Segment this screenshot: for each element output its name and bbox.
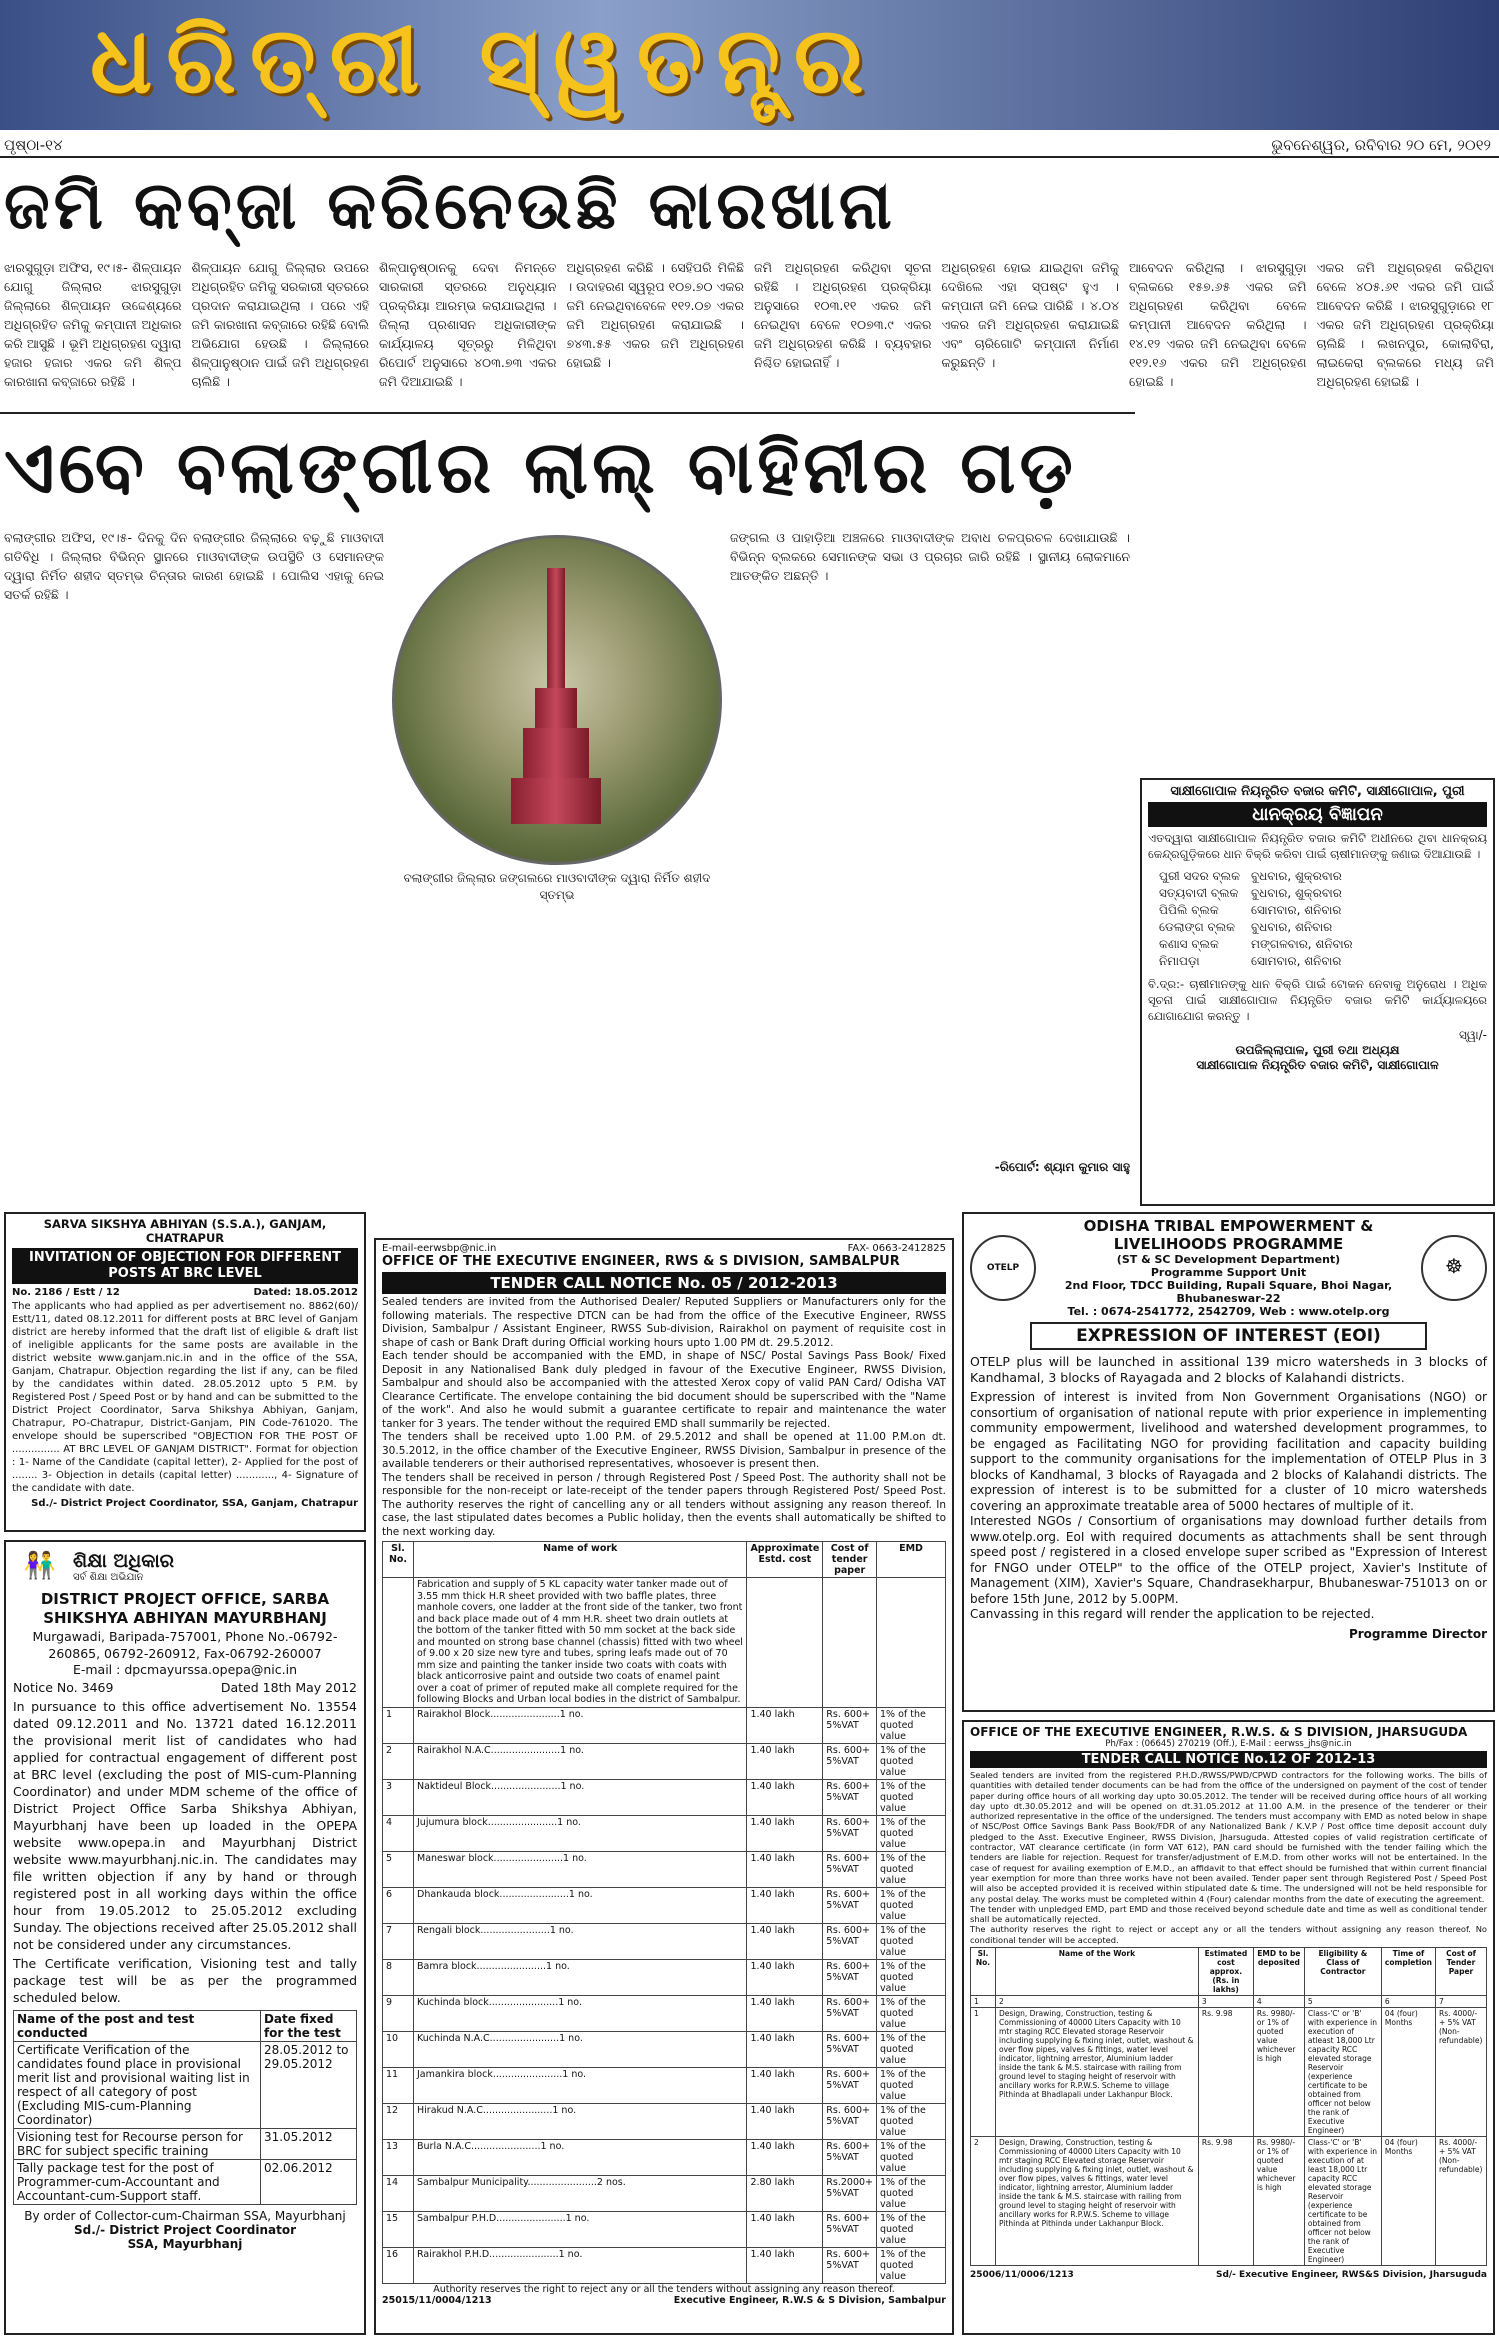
cost-cell: 2.80 lakh	[747, 2175, 823, 2211]
emd-cell: 1% of the quoted value	[877, 1743, 946, 1779]
table-row	[383, 2175, 946, 2211]
paper-cell: Rs. 600+ 5%VAT	[823, 1995, 877, 2031]
time-cell: 04 (four) Months	[1381, 2137, 1435, 2266]
notice-sign: Sd./- District Project Coordinator, SSA, Ganjam, Chatrapur	[31, 1498, 358, 1509]
cost-cell: 1.40 lakh	[747, 2247, 823, 2283]
tender-title: TENDER CALL NOTICE No. 05 / 2012-2013	[382, 1272, 946, 1294]
paper-cell: Rs. 600+ 5%VAT	[823, 2211, 877, 2247]
tender-office: OFFICE OF THE EXECUTIVE ENGINEER, R.W.S. & S DIVISION, JHARSUGUDA	[970, 1725, 1468, 1739]
table-row	[383, 1815, 946, 1851]
sl-cell: 7	[383, 1923, 414, 1959]
tender-body: The authority reserves the right to reject or accept any or all the tenders without assigning any reason thereof. No conditional tender will be accepted.	[970, 1924, 1487, 1945]
divider	[0, 412, 1135, 414]
story2-right-text: ଜଙ୍ଗଲ ଓ ପାହାଡ଼ିଆ ଅଞ୍ଚଳରେ ମାଓବାଦୀଙ୍କ ଅବାଧ ଚଳପ୍ରଚଳ ଦେଖାଯାଉଛି । ବିଭିନ୍ନ ବ୍ଲକରେ ସେମାନଙ୍କ ସଭା ଓ ପ୍ରଚାର ଜାରି ରହିଛି । ସ୍ଥାନୀୟ ଲୋକମାନେ ଆତଙ୍କିତ ଅଛନ୍ତି ।	[730, 530, 1130, 583]
pillar-shape	[523, 728, 589, 778]
table-row	[383, 2247, 946, 2283]
notice-title: DISTRICT PROJECT OFFICE, SARBA SHIKSHYA ABHIYAN MAYURBHANJ	[40, 1590, 330, 1627]
notice-date: Dated: 18.05.2012	[253, 1287, 358, 1298]
emd-cell: 1% of the quoted value	[877, 1923, 946, 1959]
cost-cell: 1.40 lakh	[747, 2103, 823, 2139]
col-number: 5	[1304, 1996, 1381, 2008]
notice-address: Murgawadi, Baripada-757001, Phone No.-06792-260865, 06792-260912, Fax-06792-260007	[32, 1629, 338, 1661]
emd-cell: Rs. 9980/- or 1% of quoted value whichever is high	[1253, 2137, 1304, 2266]
table-row	[971, 2137, 1487, 2266]
ssa-mayurbhanj-notice	[4, 1540, 366, 2335]
eligibility-cell: Class-'C' or 'B' with experience in execution of atleast 18,000 Ltr capacity RCC elevated storage Reservoir (experience certificate to be obtained from officer not below the rank of Executive Engineer)	[1304, 2008, 1381, 2137]
sl-cell: 1	[971, 2008, 996, 2137]
table-header	[383, 1542, 946, 1578]
story1-col: ଶିଳ୍ପାନୁଷ୍ଠାନକୁ ଦେବା ନିମନ୍ତେ ସାରକାରୀ ସ୍ତରରେ ଅନୁଧ୍ୟାନ ପ୍ରକ୍ରିୟା ଆରମ୍ଭ କରାଯାଇଥିଲା । ଜିଲ୍ଲା ପ୍ରଶାସନ ଅଧିକାରୀଙ୍କ କାର୍ଯ୍ୟାଳୟ ସୂତ୍ରରୁ ମିଳିଥିବା ରିପୋର୍ଟ ଅନୁସାରେ ୪୦୩.୭୩ ଏକର ଜମି ଦିଆଯାଇଛି ।	[379, 260, 557, 389]
column-header: Sl. No.	[383, 1542, 414, 1578]
tender-email: E-mail-eerwsbp@nic.in	[382, 1243, 497, 1254]
emd-cell: 1% of the quoted value	[877, 2211, 946, 2247]
cost-cell: 1.40 lakh	[747, 1923, 823, 1959]
work-cell: Sambalpur P.H.D.......................1 no.	[414, 2211, 747, 2247]
emd-cell: 1% of the quoted value	[877, 1995, 946, 2031]
sl-cell: 12	[383, 2103, 414, 2139]
block-days: ବୁଧବାର, ଶୁକ୍ରବାର	[1251, 886, 1342, 900]
paper-cell: Rs. 600+ 5%VAT	[823, 1887, 877, 1923]
schedule-row	[1158, 919, 1354, 936]
paper-cell: Rs. 600+ 5%VAT	[823, 2103, 877, 2139]
ad-sign: ସ୍ୱା/-	[1459, 1028, 1487, 1042]
story2-headline: ଏବେ ବଲାଙ୍ଗୀର ଲାଲ୍‌ ବାହିନୀର ଗଡ଼	[4, 425, 1077, 509]
col-number: 4	[1253, 1996, 1304, 2008]
block-name: ନିମାପଡ଼ା	[1159, 954, 1200, 968]
table-header	[14, 2011, 357, 2042]
otelp-title: ODISHA TRIBAL EMPOWERMENT & LIVELIHOODS PROGRAMME	[1083, 1217, 1374, 1253]
cost-cell: 1.40 lakh	[747, 2211, 823, 2247]
paper-cell: Rs. 600+ 5%VAT	[823, 2031, 877, 2067]
table-row	[383, 1923, 946, 1959]
work-cell: Burla N.A.C.......................1 no.	[414, 2139, 747, 2175]
ad-intro: ଏତଦ୍ୱାରା ସାକ୍ଷୀଗୋପାଳ ନିୟନ୍ତ୍ରିତ ବଜାର କମିଟି ଅଧୀନରେ ଥିବା ଧାନକ୍ରୟ କେନ୍ଦ୍ରଗୁଡ଼ିକରେ ଧାନ ବିକ୍ରି କରିବା ପାଇଁ ଚାଷୀମାନଙ୍କୁ ଜଣାଇ ଦିଆଯାଉଛି ।	[1148, 831, 1487, 861]
schedule-table	[13, 2010, 357, 2205]
children-icon: 👫	[23, 1551, 57, 1581]
tender-body: The tender with unpledged EMD, part EMD and those received beyond schedule date and time as well as conditional tender shall be automatically rejected.	[970, 1903, 1487, 1925]
cost-cell: 1.40 lakh	[747, 1995, 823, 2031]
work-cell: Rairakhol N.A.C.......................1 no.	[414, 1743, 747, 1779]
otelp-address: 2nd Floor, TDCC Building, Rupali Square, Bhoi Nagar, Bhubaneswar-22	[1064, 1279, 1393, 1305]
work-cell: Naktideul Block.......................1 no.	[414, 1779, 747, 1815]
pillar-shape	[511, 778, 601, 824]
emd-cell: 1% of the quoted value	[877, 1779, 946, 1815]
sl-cell: 2	[383, 1743, 414, 1779]
tender-para: Each tender should be accompanied with the EMD, in shape of NSC/ Postal Savings Pass Book/ Fixed Deposit in any Nationalised Bank duly pledged in favour of the Executive Engineer, RWSS Division, Sambalpur and should also be accompanied with the attested Xerox copy of valid PAN Card/ Odisha VAT Clearance Certificate. The envelope containing the bid document should be superscribed with the "Name of the work". And also he would submit a guarantee certificate to repair and maintenance the water tanker for 3 years. The tender without the required EMD shall summarily be rejected.	[382, 1350, 946, 1430]
column-header: EMD to be deposited	[1253, 1948, 1304, 1996]
emd-cell: 1% of the quoted value	[877, 1707, 946, 1743]
column-header: Estimated cost approx. (Rs. in lakhs)	[1198, 1948, 1253, 1996]
cost-cell: Rs. 9.98	[1198, 2137, 1253, 2266]
col-number: 3	[1198, 1996, 1253, 2008]
tender-sign: Sd/- Executive Engineer, RWS&S Division, Jharsuguda	[1215, 2270, 1487, 2281]
eligibility-cell: Class-'C' or 'B' with experience in execution of at least 18,000 Ltr capacity RCC elevated storage Reservoir (experience certificate to be obtained from officer not below the rank of Executive Engineer)	[1304, 2137, 1381, 2266]
work-cell: Kuchinda block.......................1 no.	[414, 1995, 747, 2031]
eoi-body: Canvassing in this regard will render the application to be rejected.	[970, 1607, 1375, 1621]
block-name: ସତ୍ୟବାଦୀ ବ୍ଲକ	[1159, 886, 1239, 900]
table-row	[14, 2042, 357, 2129]
pillar-shape	[535, 688, 577, 728]
emd-cell: 1% of the quoted value	[877, 2067, 946, 2103]
paper-cell: Rs. 600+ 5%VAT	[823, 1959, 877, 1995]
paper-cell: Rs. 600+ 5%VAT	[823, 1923, 877, 1959]
emd-cell: 1% of the quoted value	[877, 1851, 946, 1887]
table-row	[383, 2103, 946, 2139]
notice-body: The Certificate verification, Visioning test and tally package test will be as per the programmed scheduled below.	[13, 1956, 357, 2005]
work-cell: Rengali block.......................1 no.	[414, 1923, 747, 1959]
eoi-body: Expression of interest is invited from Non Government Organisations (NGO) or consortium of organisation of national repute with prior experience in implementing community empowerment, livelihood and watershed development programmes, to be engaged as Facilitating NGO for providing facilitation and capacity building support to the community organisations for the implementation of OTELP Plus in 3 blocks of Kandhamal, 3 blocks of Rayagada and 2 blocks of Kalahandi districts. The expression of interest is to be submitted for a cluster of 10 micro watersheds covering an approximate treatable area of 5000 hectares of multiple of it.	[970, 1390, 1487, 1513]
cost-cell: 1.40 lakh	[747, 2067, 823, 2103]
column-header: Time of completion	[1381, 1948, 1435, 1996]
block-days: ବୁଧବାର, ଶନିବାର	[1251, 920, 1333, 934]
story1-col: ଝାରସୁଗୁଡ଼ା ଅଫିସ, ୧୯।୫- ଶିଳ୍ପାୟନ ଯୋଗୁ ଜିଲ୍ଲାର ଝାରସୁଗୁଡ଼ା ଜିଲ୍ଲାରେ ଶିଳ୍ପାୟନ ଉଦ୍ଦେଶ୍ୟରେ ଅଧିଗ୍ରହିତ ଜମିକୁ କମ୍ପାନୀ ଅଧିକାର କରି ଆସୁଛି । ଭୂମି ଅଧିଗ୍ରହଣ ଦ୍ୱାରା ହଜାର ହଜାର ଏକର ଜମି ଶିଳ୍ପ କାରଖାନା କବ୍‌ଜାରେ ରହିଛି ।	[4, 260, 182, 389]
column-header: Name of the post and test conducted	[14, 2011, 261, 2042]
table-row	[971, 1996, 1487, 2008]
story2-left-text: ବଲାଙ୍ଗୀର ଅଫିସ, ୧୯।୫- ଦିନକୁ ଦିନ ବଲାଙ୍ଗୀର ଜିଲ୍ଲାରେ ବଢ଼ୁଛି ମାଓବାଦୀ ଗତିବିଧି । ଜିଲ୍ଲାର ବିଭିନ୍ନ ସ୍ଥାନରେ ମାଓବାଦୀଙ୍କ ଉପସ୍ଥିତି ଓ ସେମାନଙ୍କ ଦ୍ୱାରା ନିର୍ମିତ ଶହୀଦ ସ୍ତମ୍ଭ ଚିନ୍ତାର କାରଣ ହୋଇଛି । ପୋଲିସ ଏହାକୁ ନେଇ ସତର୍କ ରହିଛି ।	[4, 530, 384, 602]
paper-cell: Rs. 600+ 5%VAT	[823, 2139, 877, 2175]
eoi-body: Interested NGOs / Consortium of organisations may download further details from www.otelp.org. EoI with required documents as attachments shall be sent through speed post / registered in a closed envelope super scribed as "Expression of Interest for FNGO under OTELP" to the office of the OTELP project, Xavier's Institute of Management (XIM), Xavier's Square, Chandrasekharpur, Bhubaneswar-751013 on or before 15th June, 2012 by 5.00PM.	[970, 1514, 1487, 1606]
ad-note: ବି.ଦ୍ର:- ଚାଷୀମାନଙ୍କୁ ଧାନ ବିକ୍ରି ପାଇଁ ଟୋକନ ନେବାକୁ ଅନୁରୋଧ । ଅଧିକ ସୂଚନା ପାଇଁ ସାକ୍ଷୀଗୋପାଳ ନିୟନ୍ତ୍ରିତ ବଜାର କମିଟି କାର୍ଯ୍ୟାଳୟରେ ଯୋଗାଯୋଗ କରନ୍ତୁ ।	[1148, 977, 1487, 1023]
cost-cell: 1.40 lakh	[747, 1851, 823, 1887]
date-cell: 31.05.2012	[260, 2129, 356, 2160]
work-cell: Hirakud N.A.C.......................1 no.	[414, 2103, 747, 2139]
spec-cell: Fabrication and supply of 5 KL capacity water tanker made out of 3.55 mm thick H.R sheet provided with two baffle plates, three manhole covers, one ladder at the front side of the tanker, two front and back place made out of 4 mm H.R. sheet two drain outlets at the bottom of the tanker fitted with 50 mm socket at the back side and mounted on strong base channel (chassis) fitted with two wheel of 9.00 x 20 size new tyre and tubes, spring leafs made out of 70 mm size and painting the tanker inside two coats with coats with black anticorrosive paint and outside two coats of enamel paint over a coat of primer of reputed make all complete required for the following Blocks and Urban local bodies in the district of Sambalpur.	[414, 1578, 747, 1708]
story1-body	[4, 258, 1494, 408]
column-header: Approximate Estd. cost	[747, 1542, 823, 1578]
emd-cell: 1% of the quoted value	[877, 2247, 946, 2283]
emd-cell: 1% of the quoted value	[877, 2031, 946, 2067]
cost-cell: 1.40 lakh	[747, 1959, 823, 1995]
emd-cell: 1% of the quoted value	[877, 1959, 946, 1995]
paper-cell: Rs. 600+ 5%VAT	[823, 1707, 877, 1743]
sl-cell: 6	[383, 1887, 414, 1923]
emd-cell: 1% of the quoted value	[877, 2139, 946, 2175]
page-number: ପୃଷ୍ଠା-୧୪	[4, 136, 63, 154]
emd-cell: 1% of the quoted value	[877, 1815, 946, 1851]
sl-cell: 14	[383, 2175, 414, 2211]
tender-sign: Executive Engineer, R.W.S & S Division, Sambalpur	[673, 2294, 946, 2306]
schedule-row	[1158, 953, 1354, 970]
sl-cell: 15	[383, 2211, 414, 2247]
jharsuguda-tender	[962, 1720, 1495, 2335]
cost-cell: 1.40 lakh	[747, 1779, 823, 1815]
notice-body: The applicants who had applied as per advertisement no. 8862(60)/ Estt/11, dated 08.12.2011 for different posts at BRC level of Ganjam district are hereby informed that the draft list of eligible & draft list of ineligible applicants for the same posts are available in the district website www.ganjam.nic.in and in the office of the SSA, Ganjam, Chatrapur. Objection regarding the list if any, can be filed by the candidates within dated. 28.05.2012 upto 5 P.M. by Registered Post / Speed Post or by hand and can be submitted to the District Project Coordinator, Sarva Shikshya Abhiyan, Ganjam, Chatrapur, PO-Chatrapur, District-Ganjam, PIN Code-761020. The envelope should be superscribed "OBJECTION FOR THE POST OF ............... AT BRC LEVEL OF GANJAM DISTRICT". Format for objection : 1- Name of the Candidate (capital letter), 2- Applied for the post of ........ 3- Objection in details (capital letter) ............, 4- Signature of the candidate with date.	[12, 1301, 358, 1494]
sl-cell: 9	[383, 1995, 414, 2031]
sl-cell: 1	[383, 1707, 414, 1743]
sl-cell: 3	[383, 1779, 414, 1815]
cost-cell: 1.40 lakh	[747, 2139, 823, 2175]
ad-header: ସାକ୍ଷୀଗୋପାଳ ନିୟନ୍ତ୍ରିତ ବଜାର କମିଟି, ସାକ୍ଷୀଗୋପାଳ, ପୁରୀ	[1170, 784, 1465, 799]
eoi-sign: Programme Director	[1348, 1626, 1487, 1641]
dateline-bar	[0, 132, 1499, 158]
table-row	[383, 1779, 946, 1815]
table-row	[383, 1743, 946, 1779]
notice-header: SARVA SIKSHYA ABHIYAN (S.S.A.), GANJAM, CHATRAPUR	[43, 1217, 327, 1245]
date-cell: 02.06.2012	[260, 2160, 356, 2205]
cost-cell: 1.40 lakh	[747, 2031, 823, 2067]
paper-cell: Rs. 600+ 5%VAT	[823, 2247, 877, 2283]
work-cell: Maneswar block.......................1 no.	[414, 1851, 747, 1887]
photo-caption: ବଲାଙ୍ଗୀର ଜିଲ୍ଲାର ଜଙ୍ଗଲରେ ମାଓବାଦୀଙ୍କ ଦ୍ୱାରା ନିର୍ମିତ ଶହୀଦ ସ୍ତମ୍ଭ	[403, 871, 711, 902]
table-row	[971, 2008, 1487, 2137]
paper-cell: Rs. 600+ 5%VAT	[823, 2067, 877, 2103]
col-number: 1	[971, 1996, 996, 2008]
block-name: ପିପିଲି ବ୍ଲକ	[1159, 903, 1219, 917]
work-cell: Kuchinda N.A.C.......................1 no.	[414, 2031, 747, 2067]
col-number: 7	[1436, 1996, 1487, 2008]
paper-cell: Rs. 4000/- + 5% VAT (Non-refundable)	[1436, 2008, 1487, 2137]
news-photo	[392, 535, 722, 865]
notice-sign: By order of Collector-cum-Chairman SSA, Mayurbhanj	[24, 2209, 346, 2223]
issue-date: ଭୁବନେଶ୍ୱର, ରବିବାର ୨୦ ମେ, ୨୦୧୨	[1271, 136, 1491, 154]
schedule-table	[1158, 868, 1354, 970]
emd-cell: 1% of the quoted value	[877, 2103, 946, 2139]
column-header: Date fixed for the test	[260, 2011, 356, 2042]
eoi-lead: OTELP plus will be launched in assitional 139 micro watersheds in 3 blocks of Kandhamal, 3 blocks of Rayagada and 2 blocks of Kalahandi districts.	[970, 1354, 1487, 1385]
sl-cell: 8	[383, 1959, 414, 1995]
schedule-row	[1158, 885, 1354, 902]
notice-sign: SSA, Mayurbhanj	[127, 2237, 243, 2251]
table-row	[14, 2129, 357, 2160]
table-row	[383, 1959, 946, 1995]
cost-cell: 1.40 lakh	[747, 1815, 823, 1851]
paper-cell: Rs.2000+ 5%VAT	[823, 2175, 877, 2211]
sambalpur-tender	[374, 1238, 954, 2335]
masthead	[0, 0, 1499, 130]
paper-cell: Rs. 600+ 5%VAT	[823, 1743, 877, 1779]
logo-sub: ସର୍ବ ଶିକ୍ଷା ଅଭିଯାନ	[73, 1571, 144, 1583]
table-header	[971, 1948, 1487, 1996]
schedule-row	[1158, 868, 1354, 885]
tender-office: OFFICE OF THE EXECUTIVE ENGINEER, RWS & S DIVISION, SAMBALPUR	[382, 1254, 900, 1269]
block-days: ମଙ୍ଗଳବାର, ଶନିବାର	[1251, 937, 1353, 951]
sl-cell: 13	[383, 2139, 414, 2175]
tender-table	[382, 1541, 946, 2284]
column-header: EMD	[877, 1542, 946, 1578]
sl-cell: 2	[971, 2137, 996, 2266]
story1-col: ଅଧିଗ୍ରହଣ ହୋଇ ଯାଇଥିବା ଜମିକୁ ଦେଖିଲେ ଏହା ସ୍ପଷ୍ଟ ହୁଏ । କମ୍ପାନୀ ଜମି ନେଇ ପାରିଛି । ୪.୦୪ ଏକର ଜମି ଅଧିଗ୍ରହଣ କରାଯାଇଛି ଏବଂ ଚାରିଗୋଟି କମ୍ପାନୀ ନିର୍ମାଣ କରୁଛନ୍ତି ।	[941, 260, 1119, 370]
cost-cell: 1.40 lakh	[747, 1707, 823, 1743]
block-days: ବୁଧବାର, ଶୁକ୍ରବାର	[1251, 869, 1342, 883]
col-number: 6	[1381, 1996, 1435, 2008]
schedule-row	[1158, 902, 1354, 919]
tender-para: The tenders shall be received upto 1.00 P.M. of 29.5.2012 and shall be opened at 11.00 P.M.on dt. 30.5.2012, in the office chamber of the Executive Engineer, RWSS Division, Sambalpur in presence of the available tenderers or their authorised representatives, whosoever is present then.	[382, 1431, 946, 1470]
paddy-procurement-ad	[1140, 778, 1495, 1206]
column-header: Eligibility & Class of Contractor	[1304, 1948, 1381, 1996]
tender-table	[970, 1947, 1487, 2266]
emd-cell: 1% of the quoted value	[877, 1887, 946, 1923]
cost-cell: 1.40 lakh	[747, 1743, 823, 1779]
schedule-row	[1158, 936, 1354, 953]
work-cell: Jujumura block.......................1 no.	[414, 1815, 747, 1851]
emd-cell: Rs. 9980/- or 1% of quoted value whichever is high	[1253, 2008, 1304, 2137]
paper-cell: Rs. 600+ 5%VAT	[823, 1815, 877, 1851]
sl-cell: 4	[383, 1815, 414, 1851]
block-name: ଡେଲାଙ୍ଗ ବ୍ଲକ	[1159, 920, 1236, 934]
column-header: Name of work	[414, 1542, 747, 1578]
story1-col: ଆବେଦନ କରିଥିଲା । ଝାରସୁଗୁଡ଼ା ବ୍ଲକରେ ୧୫୭.୬୫ ଏକର ଜମି ଅଧିଗ୍ରହଣ କରିଥିବା ବେଳେ କମ୍ପାନୀ ଆବେଦନ କରିଥିଲା । ୧୪.୧୨ ଏକର ଜମି ନେଇଥିବା ବେଳେ ୧୧୨.୧୬ ଏକର ଜମି ଅଧିଗ୍ରହଣ ହୋଇଛି ।	[1129, 260, 1307, 389]
tender-para: The tenders shall be received in person / through Registered Post / Speed Post. The authority shall not be responsible for the non-receipt or late-receipt of the tender papers through Registered Post/ Speed Post. The authority reserves the right of cancelling any or all tenders without assigning any reason thereof. In case, the last stipulated dates becomes a Public holiday, then the events shall automatically be shifted to the next working day.	[382, 1471, 946, 1538]
block-name: କଣାସ ବ୍ଲକ	[1159, 937, 1219, 951]
tender-footer-note: Authority reserves the right to reject any or all the tenders without assigning any reason thereof.	[433, 2283, 895, 2295]
sl-cell: 11	[383, 2067, 414, 2103]
pillar-shape	[547, 568, 565, 688]
otelp-tel: Tel. : 0674-2541772, 2542709, Web : www.otelp.org	[1067, 1305, 1390, 1318]
cost-cell: Rs. 9.98	[1198, 2008, 1253, 2137]
table-row	[383, 1995, 946, 2031]
notice-sign: Sd./- District Project Coordinator	[73, 2223, 297, 2237]
table-row	[383, 1851, 946, 1887]
work-cell: Rairakhol Block.......................1 no.	[414, 1707, 747, 1743]
work-cell: Bamra block.......................1 no.	[414, 1959, 747, 1995]
table-row	[383, 2031, 946, 2067]
story1-col: ଏକର ଜମି ଅଧିଗ୍ରହଣ କରିଥିବା ବେଳେ ୪୦୫.୬୧ ଏକର ଜମି ପାଇଁ ଆବେଦନ କରିଛି । ଝାରସୁଗୁଡ଼ାରେ ୧୮ ଏକର ଜମି ଅଧିଗ୍ରହଣ ପ୍ରକ୍ରିୟା ଚାଲିଛି । ଲଖନପୁର, କୋଲାବିରା, ଲାଇକେରା ବ୍ଲକରେ ମଧ୍ୟ ଜମି ଅଧିଗ୍ରହଣ ହୋଇଛି ।	[1316, 260, 1494, 389]
work-cell: Jamankira block.......................1 no.	[414, 2067, 747, 2103]
work-cell: Sambalpur Municipality.......................2 nos.	[414, 2175, 747, 2211]
notice-number: No. 2186 / Estt / 12	[12, 1287, 120, 1298]
paper-cell: Rs. 4000/- + 5% VAT (Non-refundable)	[1436, 2137, 1487, 2266]
column-header: Cost of Tender Paper	[1436, 1948, 1487, 1996]
story1-col: ଶିଳ୍ପାୟନ ଯୋଗୁ ଜିଲ୍ଲାର ଉପରେ ଅଧିଗ୍ରହିତ ଜମିକୁ ସରକାରୀ ସ୍ତରରେ ପ୍ରଦାନ କରାଯାଇଥିଲା । ପରେ ଏହି ଜମି କାରଖାନା କବ୍‌ଜାରେ ରହିଛି ବୋଲି ଅଭିଯୋଗ ହେଉଛି । ଜିଲ୍ଲାରେ ଶିଳ୍ପାନୁଷ୍ଠାନ ପାଇଁ ଜମି ଅଧିଗ୍ରହଣ ଚାଲିଛି ।	[191, 260, 369, 389]
newspaper-logo: ଧରିତ୍ରୀ ସ୍ୱତନ୍ତ୍ର	[90, 6, 878, 114]
table-row	[383, 2211, 946, 2247]
work-cell: Design, Drawing, Construction, testing & Commissioning of 40000 Liters Capacity with 10 mtr staging RCC Elevated storage Reservoir including supplying & fixing inlet, outlet, washout & over flow pipes, valves & fittings, water level indicator, lightning arrestor, Aluminium ladder inside the tank & M.S. staircase with railing from ground level to staging height of reservoir with ancillary works for R.P.W.S. Scheme to village Pithinda at Pithinda under Lakhanpur Block.	[996, 2137, 1199, 2266]
table-row	[14, 2160, 357, 2205]
otelp-eoi	[962, 1212, 1495, 1712]
block-days: ସୋମବାର, ଶନିବାର	[1251, 903, 1342, 917]
time-cell: 04 (four) Months	[1381, 2008, 1435, 2137]
block-name: ପୁରୀ ସଦର ବ୍ଲକ	[1159, 869, 1240, 883]
work-cell: Rairakhol P.H.D.......................1 no.	[414, 2247, 747, 2283]
story2-byline: -ରିପୋର୍ଟ: ଶ୍ୟାମ କୁମାର ସାହୁ	[994, 1160, 1130, 1174]
tender-fax: FAX- 0663-2412825	[847, 1243, 946, 1254]
notice-date: Dated 18th May 2012	[220, 1680, 357, 1695]
sl-cell: 10	[383, 2031, 414, 2067]
post-cell: Visioning test for Recourse person for BRC for subject specific training	[14, 2129, 261, 2160]
otelp-sub: (ST & SC Development Department)	[1116, 1253, 1341, 1266]
table-row	[383, 2067, 946, 2103]
story1-col: ଜମି ଅଧିଗ୍ରହଣ କରିଥିବା ସୂଚନା ରହିଛି । ଅଧିଗ୍ରହଣ ପ୍ରକ୍ରିୟା ଅନୁସାରେ ୧୦୩.୧୧ ଏକର ଜମି ନେଇଥିବା ବେଳେ ୧୦୭୩.୯ ଏକର ଜମି ଅଧିଗ୍ରହଣ କରିଛି । ବ୍ୟବହାର ନିଶ୍ଚିତ ହୋଇନାହିଁ ।	[754, 260, 932, 370]
col-number: 2	[996, 1996, 1199, 2008]
block-days: ସୋମବାର, ଶନିବାର	[1251, 954, 1342, 968]
tender-contact: Ph/Fax : (06645) 270219 (Off.), E-Mail : eerwss_jhs@nic.in	[1105, 1739, 1352, 1749]
notice-title: INVITATION OF OBJECTION FOR DIFFERENT POSTS AT BRC LEVEL	[12, 1248, 358, 1284]
cost-cell: 1.40 lakh	[747, 1887, 823, 1923]
paper-cell: Rs. 600+ 5%VAT	[823, 1851, 877, 1887]
work-cell: Dhankauda block.......................1 no.	[414, 1887, 747, 1923]
odisha-emblem-icon: ☸	[1421, 1235, 1487, 1301]
story1-col: ଅଧିଗ୍ରହଣ କରିଛି । ସେହିପରି ମିଳିଛି । ଉଦାହରଣ ସ୍ୱରୂପ ୧୦୭.୭୦ ଏକର ଜମି ନେଇଥିବାବେଳେ ୧୧୨.୦୭ ଏକର ଜମି ଅଧିଗ୍ରହଣ କରାଯାଇଛି । ୭୪୩.୫୫ ଏକର ଜମି ଅଧିଗ୍ରହଣ ହୋଇଛି ।	[566, 260, 744, 370]
sl-cell: 16	[383, 2247, 414, 2283]
work-cell: Design, Drawing, Construction, testing & Commissioning of 40000 Liters Capacity with 10 mtr staging RCC Elevated storage Reservoir including supplying & fixing inlet, outlet, washout & over flow pipes, valves & fittings, water level indicator, lightning arrestor, Aluminium ladder inside the tank & M.S. staircase with railing from ground level to staging height of reservoir with ancillary works for R.P.W.S. Scheme to village Pithinda at Bhadlapali under Lakhanpur Block.	[996, 2008, 1199, 2137]
tender-para: Sealed tenders are invited from the Authorised Dealer/ Reputed Suppliers or Manufacturers only for the following materials. The respective DTCN can be had from the office of the Executive Engineer, RWSS Division, Sambalpur / Assistant Engineer, RWSS Sub-division, Rairakhol on payment of requisite cost in shape of cash or Bank Draft during Official working hours upto 1.00 PM dt. 29.5.2012.	[382, 1296, 946, 1349]
post-cell: Certificate Verification of the candidates found place in provisional merit list and provisional waiting list in respect of all category of post (Excluding MIS-cum-Planning Coordinator)	[14, 2042, 261, 2129]
logo-text: ଶିକ୍ଷା ଅଧିକାର	[73, 1549, 175, 1572]
column-header: Sl. No.	[971, 1948, 996, 1996]
ssa-logo	[13, 1546, 357, 1586]
otelp-unit: Programme Support Unit	[1150, 1266, 1307, 1279]
eoi-title: EXPRESSION OF INTEREST (EOI)	[1030, 1322, 1427, 1350]
emd-cell: 1% of the quoted value	[877, 2175, 946, 2211]
ad-title: ଧାନକ୍ରୟ ବିଜ୍ଞାପନ	[1148, 802, 1487, 827]
table-row	[383, 2139, 946, 2175]
notice-number: Notice No. 3469	[13, 1680, 114, 1695]
ssa-ganjam-notice	[4, 1212, 366, 1532]
tender-title: TENDER CALL NOTICE No.12 OF 2012-13	[970, 1751, 1487, 1768]
column-header: Cost of tender paper	[823, 1542, 877, 1578]
otelp-logo-icon: OTELP	[970, 1235, 1036, 1301]
ad-sign: ସାକ୍ଷୀଗୋପାଳ ନିୟନ୍ତ୍ରିତ ବଜାର କମିଟି, ସାକ୍ଷୀଗୋପାଳ	[1196, 1058, 1439, 1072]
table-row	[383, 1887, 946, 1923]
tender-ref: 25006/11/0006/1213	[970, 2270, 1074, 2281]
notice-body: In pursuance to this office advertisement No. 13554 dated 09.12.2011 and No. 13721 dated 16.12.2011 the provisional merit list of candidates who had applied for contractual engagement of different post at BRC level (excluding the post of MIS-cum-Planning Coordinator) and under MDM scheme of the office of District Project Office Sarba Shikshya Abhiyan, Mayurbhanj have been up loaded in the OPEPA website www.opepa.in and Mayurbhanj District website www.mayurbhanj.nic.in. The candidates may file written objection if any by hand or through registered post in all working days within the office hour from 19.05.2012 to 25.05.2012 excluding Sunday. The objections received after 25.05.2012 shall not be considered under any circumstances.	[13, 1699, 357, 1952]
tender-body: Sealed tenders are invited from the registered P.H.D./RWSS/PWD/CPWD contractors for the following works. The bills of quantities with detailed tender documents can be had from the office of the undersigned on payment of the cost of tender paper during office hours of all working day upto 30.05.2012. The tender will be received during office hours of all working day upto dt.30.05.2012 and will be opened on dt.31.05.2012 at 11.00 A.M. in the presence of the tenderer or their authorized representative in the office of the undersigned. The tenders must accompany with EMD as noted below in shape of NSC/Post Office Savings Bank Pass Book/FDR of any Nationalized Bank / K.V.P / Post office time deposit account duly pledged to the Asst. Executive Engineer, RWSS Division, Jharsuguda. Attested copies of valid registration certificate of contractor, VAT clearance certificate (in form VAT 612), PAN card should be furnished with the tender failing which the tenders are liable for rejection. Request for transfer/adjustment of E.M.D. from other works will not be entertained. In the case of request for availing exemption of E.M.D., an affidavit to that effect should be furnished that within current financial year exemption for more than three works have not been availed. Tender paper sent through Registered Post / Speed Post will also be accepted provided it is received within stipulated date & time. The undersigned will not be held responsible for any postal delay. The works must be completed within 4 (Four) calendar months from the date of executing the agreement.	[970, 1770, 1487, 1904]
notice-email: E-mail : dpcmayurssa.opepa@nic.in	[72, 1662, 298, 1677]
otelp-header	[970, 1217, 1487, 1318]
post-cell: Tally package test for the post of Programmer-cum-Accountant and Accountant-cum-Support staff.	[14, 2160, 261, 2205]
paper-cell: Rs. 600+ 5%VAT	[823, 1779, 877, 1815]
ad-sign: ଉପଜିଲ୍ଲାପାଳ, ପୁରୀ ତଥା ଅଧ୍ୟକ୍ଷ	[1235, 1043, 1400, 1057]
column-header: Name of the Work	[996, 1948, 1199, 1996]
table-row	[383, 1707, 946, 1743]
tender-ref: 25015/11/0004/1213	[382, 2294, 492, 2306]
table-row	[383, 1578, 946, 1708]
date-cell: 28.05.2012 to 29.05.2012	[260, 2042, 356, 2129]
story1-headline: ଜମି କବ୍‌ଜା କରିନେଉଛି କାରଖାନା	[4, 167, 896, 244]
sl-cell: 5	[383, 1851, 414, 1887]
